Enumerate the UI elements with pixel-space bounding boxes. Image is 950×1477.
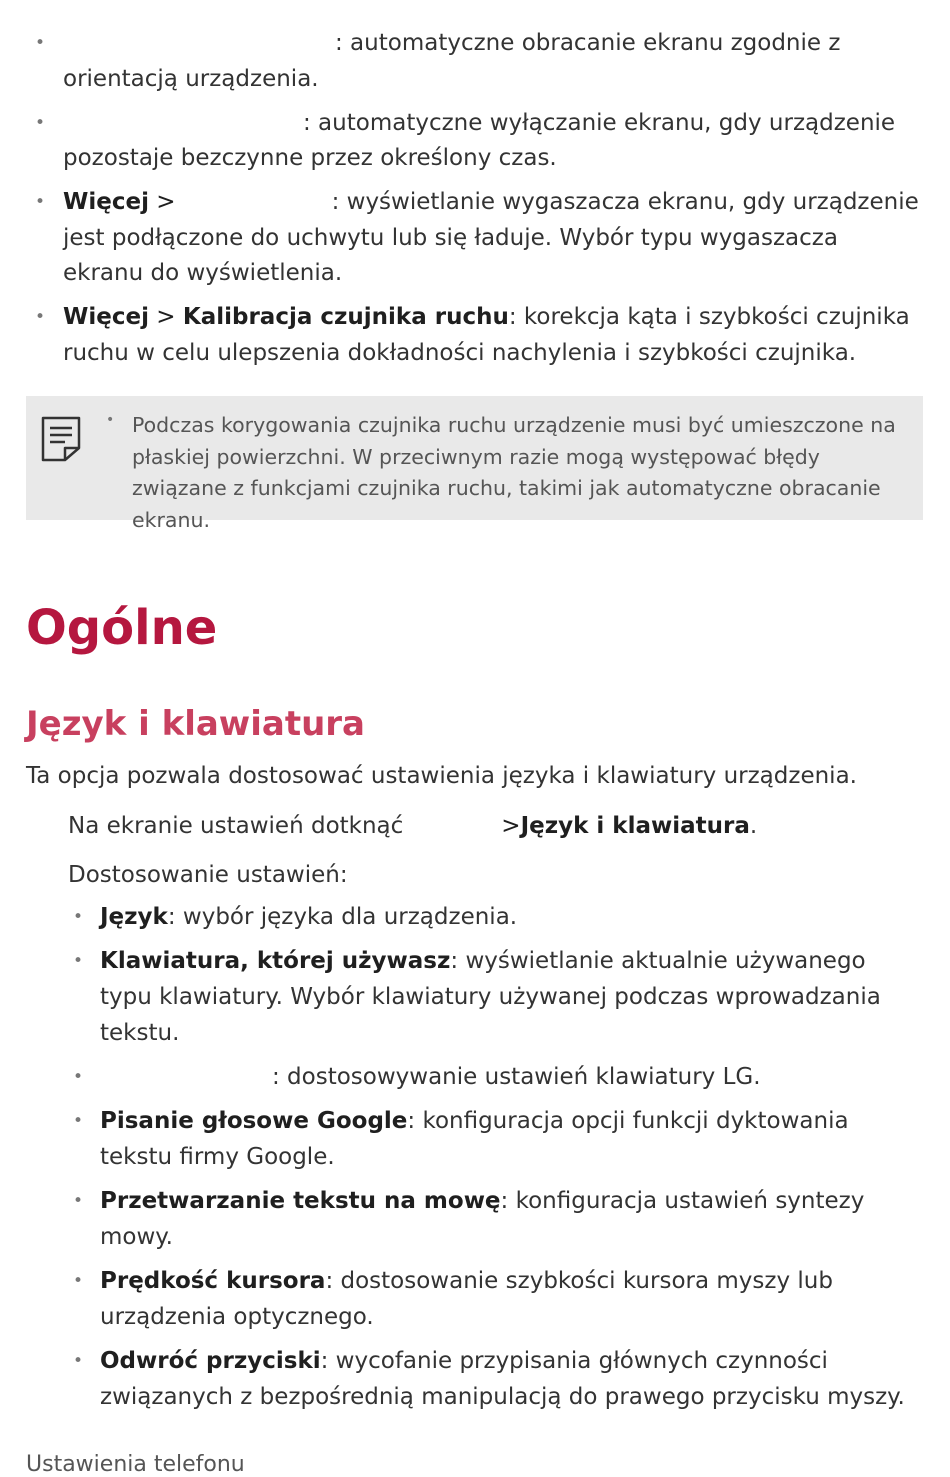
bullet: • — [73, 1271, 84, 1291]
item-label: Klawiatura, której używasz — [100, 948, 451, 974]
item-label: Prędkość kursora — [100, 1268, 326, 1294]
bullet: • — [35, 112, 46, 133]
bullet: • — [73, 1191, 84, 1211]
item-label-tail: Kalibracja czujnika ruchu — [182, 304, 509, 330]
item-label: Pisanie głosowe Google — [100, 1108, 408, 1134]
bullet: • — [73, 1351, 84, 1371]
step-suffix: . — [749, 813, 758, 839]
item-description: : konfiguracja ustawień syntezy mowy. — [100, 1188, 865, 1250]
path-separator: > — [156, 304, 176, 330]
list-item — [0, 1059, 950, 1095]
list-item — [0, 1263, 950, 1335]
item-description: : automatyczne obracanie ekranu zgodnie z orientacją urządzenia. — [63, 30, 841, 92]
note-box — [26, 396, 923, 532]
bullet: • — [35, 307, 46, 327]
note-icon — [41, 416, 81, 462]
step-target: Język i klawiatura — [520, 813, 750, 839]
bullet: • — [73, 951, 84, 971]
list-item — [0, 300, 950, 371]
instruction-step — [68, 810, 757, 842]
item-description: : wycofanie przypisania głównych czynności związanych z bezpośrednią manipulacją do prawego przycisku myszy. — [100, 1348, 905, 1410]
bullet: • — [73, 907, 84, 927]
list-item — [0, 899, 950, 935]
instruction-step: Dostosowanie ustawień: — [68, 862, 348, 888]
list-item — [0, 1343, 950, 1415]
list-item — [0, 943, 950, 1051]
list-item — [0, 1183, 950, 1255]
item-description: : automatyczne wyłączanie ekranu, gdy urządzenie pozostaje bezczynne przez określony czas. — [63, 109, 896, 171]
item-label: Więcej — [63, 189, 149, 215]
subsection-title: Język i klawiatura — [26, 704, 365, 744]
note-text: Podczas korygowania czujnika ruchu urządzenie musi być umieszczone na płaskiej powierzchni. W przeciwnym razie mogą występować błędy związane z funkcjami czujnika ruchu, takimi jak automatyczne obracanie ekranu. — [132, 413, 896, 532]
item-description: : dostosowywanie ustawień klawiatury LG. — [272, 1064, 761, 1090]
step-prefix: Na ekranie ustawień dotknąć — [68, 813, 404, 839]
bullet: • — [73, 1111, 84, 1131]
path-separator: > — [501, 813, 521, 839]
item-description: : wyświetlanie wygaszacza ekranu, gdy urządzenie jest podłączone do uchwytu lub się ładuje. Wybór typu wygaszacza ekranu do wyświetlenia. — [63, 189, 919, 286]
section-title: Ogólne — [26, 600, 218, 656]
bullet: • — [35, 33, 46, 53]
bullet: • — [35, 192, 46, 212]
item-description: : wybór języka dla urządzenia. — [167, 904, 518, 930]
language-options-list — [0, 899, 950, 1423]
bullet: • — [73, 1067, 84, 1087]
list-item — [0, 185, 950, 292]
path-separator: > — [156, 189, 176, 215]
list-item — [0, 26, 950, 97]
item-description: : dostosowanie szybkości kursora myszy lub urządzenia optycznego. — [100, 1268, 833, 1330]
item-label: Więcej — [63, 304, 149, 330]
bullet: • — [106, 412, 115, 428]
display-options-list — [0, 26, 950, 380]
page-footer: Ustawienia telefonu — [26, 1452, 245, 1477]
item-description: : konfiguracja opcji funkcji dyktowania tekstu firmy Google. — [100, 1108, 849, 1170]
item-label: Język — [100, 904, 168, 930]
list-item — [0, 1103, 950, 1175]
intro-text: Ta opcja pozwala dostosować ustawienia języka i klawiatury urządzenia. — [26, 763, 857, 789]
item-description: : korekcja kąta i szybkości czujnika ruchu w celu ulepszenia dokładności nachylenia i szybkości czujnika. — [63, 304, 910, 366]
item-label: Przetwarzanie tekstu na mowę — [100, 1188, 501, 1214]
list-item — [0, 106, 950, 177]
item-label: Odwróć przyciski — [100, 1348, 321, 1374]
item-description: : wyświetlanie aktualnie używanego typu klawiatury. Wybór klawiatury używanej podczas wprowadzania tekstu. — [100, 948, 881, 1046]
